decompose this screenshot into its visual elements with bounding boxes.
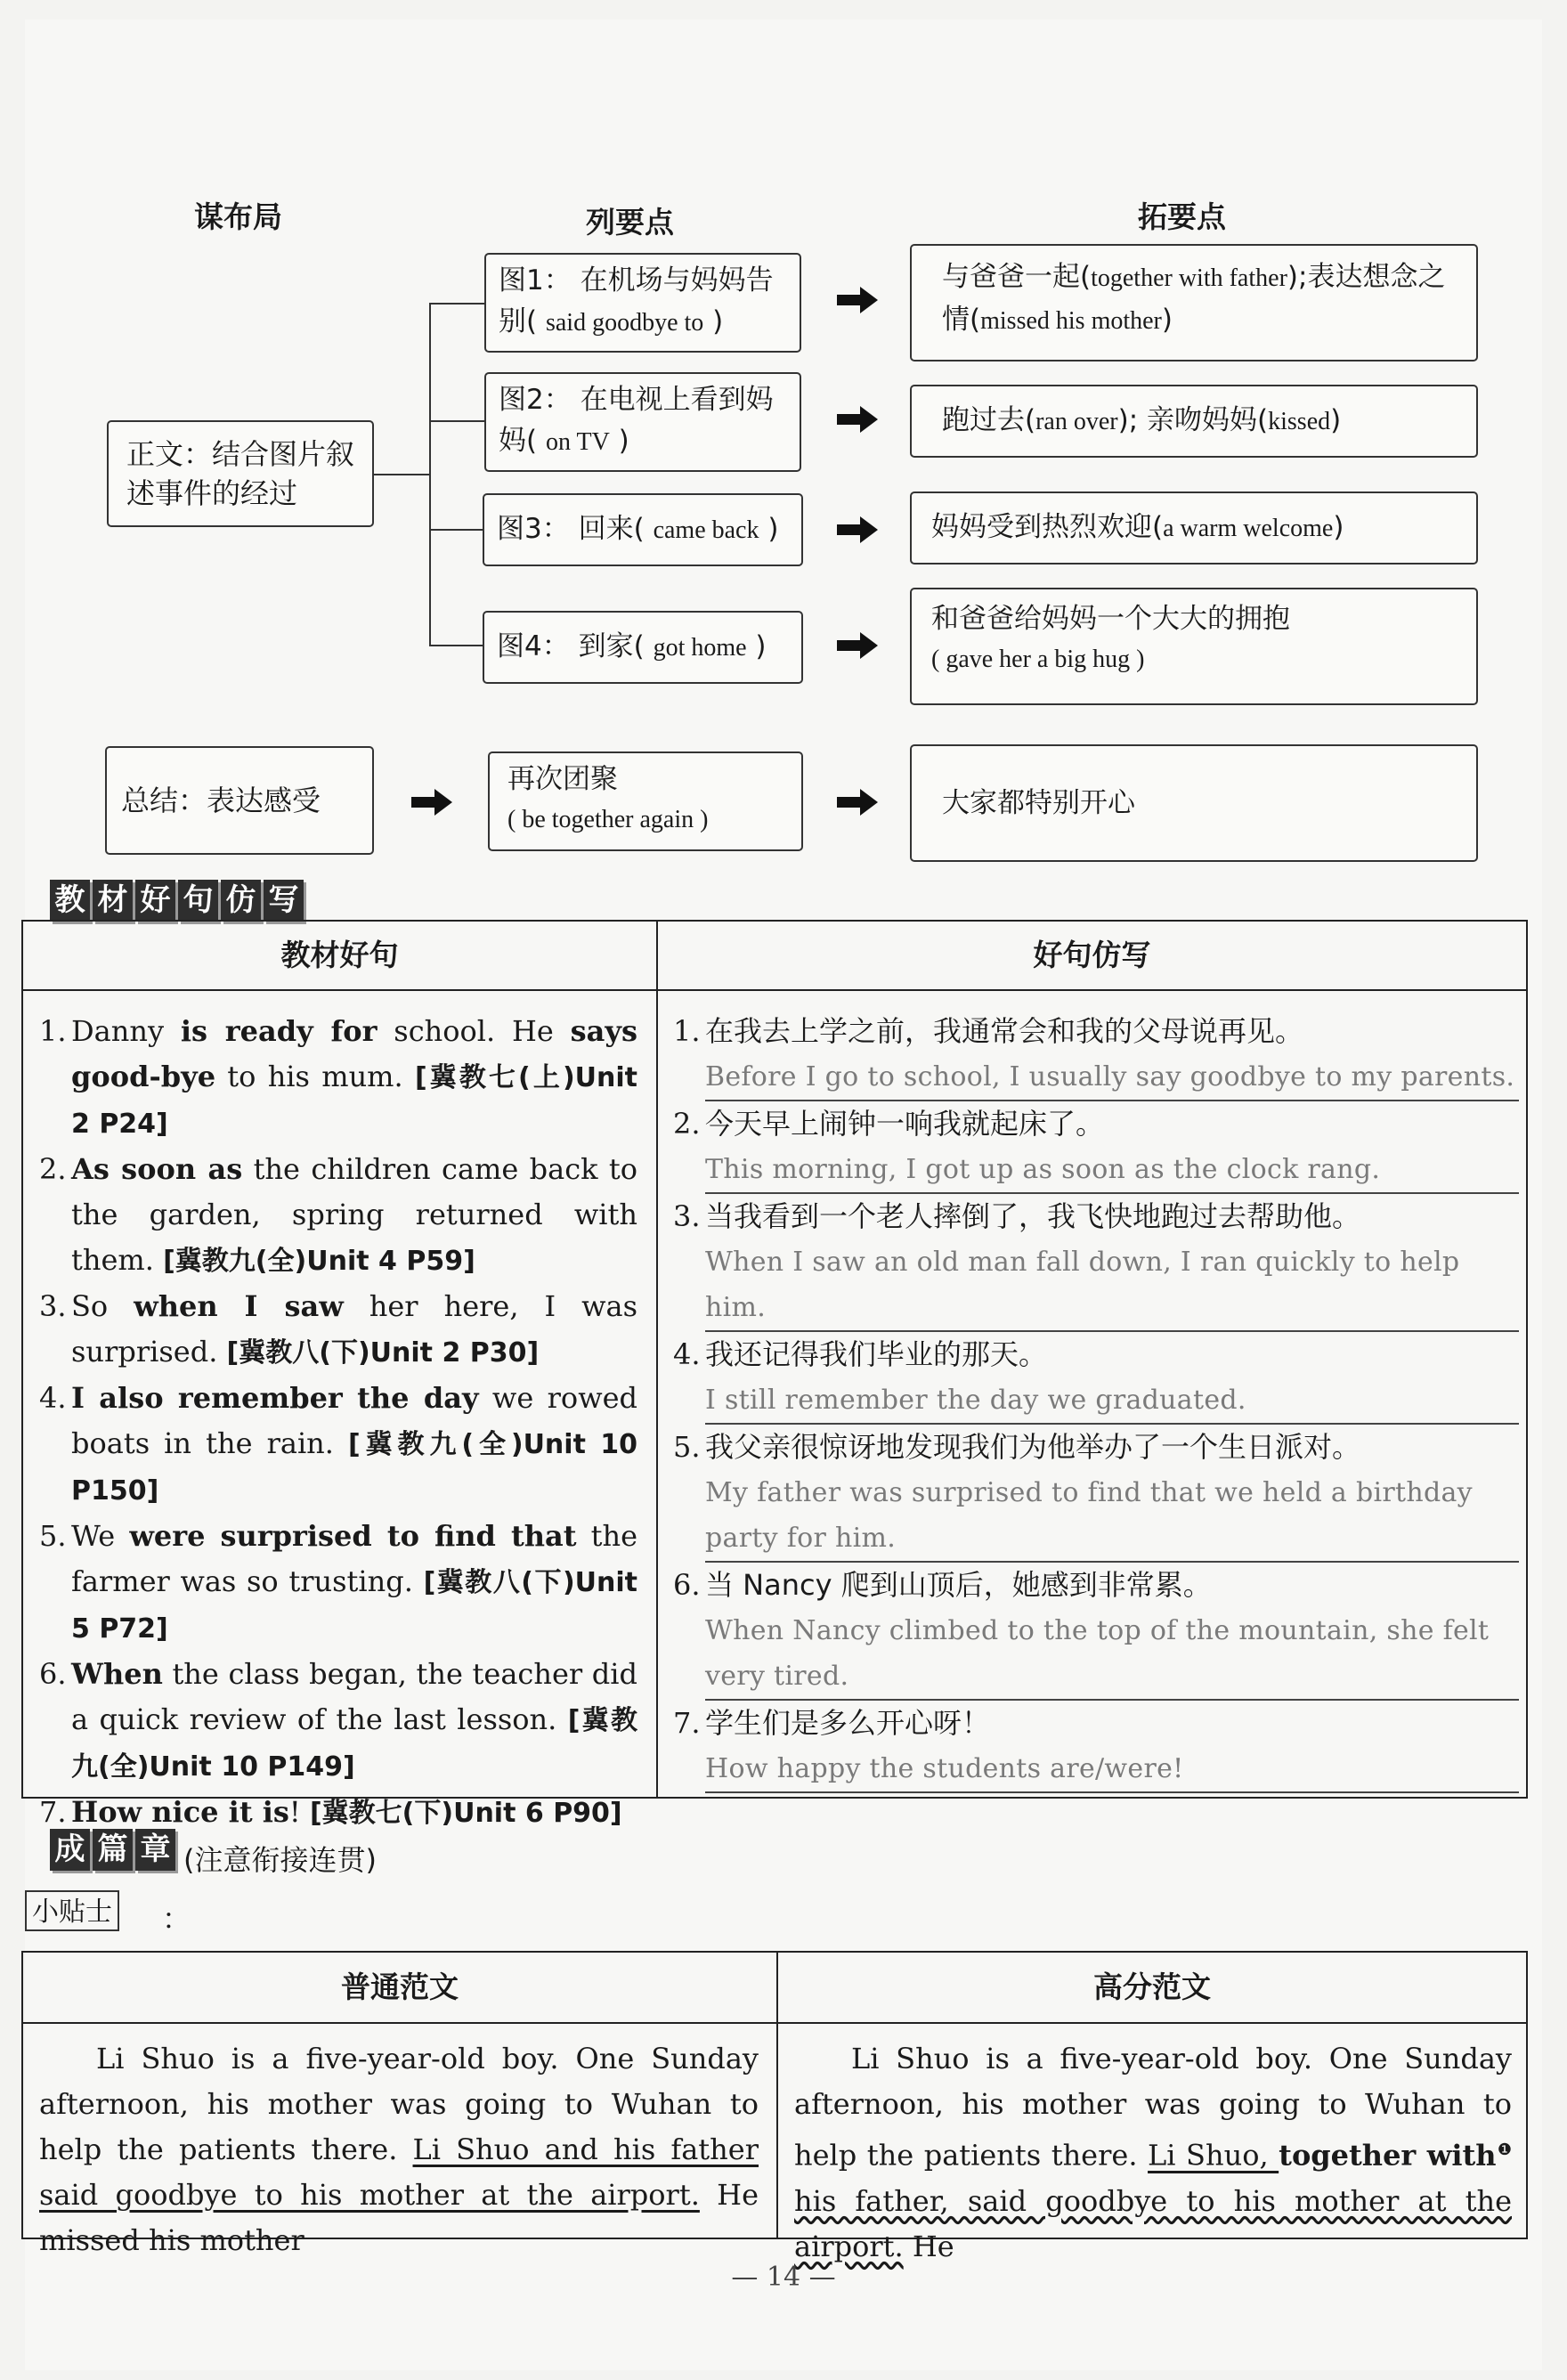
item-zh: 我父亲很惊讶地发现我们为他举办了一个生日派对。 <box>705 1430 1361 1464</box>
point-en-4: got home <box>653 634 747 662</box>
point-zh-3: 回来( <box>578 513 645 545</box>
item-answer: I still remember the day we graduated. <box>705 1377 1519 1425</box>
list-item <box>673 1332 1519 1425</box>
column-header-textbook: 教材好句 <box>23 922 656 991</box>
item-number: 4. <box>673 1337 701 1371</box>
item-answer: My father was surprised to find that we held a birthday party for him. <box>705 1470 1519 1563</box>
item-answer: When I saw an old man fall down, I ran quickly to help him. <box>705 1239 1519 1332</box>
arrow-icon <box>837 287 878 313</box>
key-phrase: I also remember the day <box>71 1381 479 1415</box>
expansion-zh-3: 妈妈受到热烈欢迎( <box>931 511 1164 543</box>
key-phrase: says good-bye <box>71 1014 637 1093</box>
sentence-text: the class began, the teacher did a quick review of the last lesson. <box>71 1657 637 1736</box>
item-number: 5. <box>673 1430 701 1464</box>
list-item <box>39 1514 637 1652</box>
header-points: 列要点 <box>586 205 674 240</box>
banner-char: 章 <box>135 1829 175 1871</box>
point-tail-4: ) <box>755 630 767 662</box>
point-box-1 <box>484 253 801 353</box>
list-item <box>39 1284 637 1376</box>
banner-char: 好 <box>135 880 175 922</box>
sentence-text: to his mum. <box>215 1060 415 1093</box>
key-phrase: when I saw <box>134 1289 344 1323</box>
expansion-mid-2: ); 亲吻妈妈( <box>1117 404 1269 436</box>
item-number: 1. <box>673 1014 701 1048</box>
page-number: — 14 — <box>731 2262 836 2293</box>
column-divider <box>656 922 658 1797</box>
item-answer: Before I go to school, I usually say goodbye to my parents. <box>705 1054 1519 1101</box>
sentence-text: We <box>71 1519 130 1553</box>
expansion-en-2: ran over <box>1035 408 1118 435</box>
point-box-2 <box>484 372 801 472</box>
item-number: 3. <box>39 1289 67 1323</box>
list-item <box>39 1376 637 1514</box>
point-en-2: on TV <box>545 428 610 456</box>
key-phrase: As soon as <box>71 1152 243 1186</box>
connector-h-main <box>374 474 429 475</box>
textbook-reference: [冀教九(全)Unit 10 P150] <box>71 1429 638 1507</box>
list-item <box>39 1009 637 1147</box>
expansion-box-4 <box>910 588 1478 705</box>
point-label-2: 图2： <box>499 384 572 416</box>
item-zh: 当我看到一个老人摔倒了，我飞快地跑过去帮助他。 <box>705 1199 1361 1233</box>
item-answer: How happy the students are/were! <box>705 1746 1519 1793</box>
list-item <box>673 1701 1519 1793</box>
banner-char: 写 <box>264 880 304 922</box>
expansion-mid-3: ) <box>1333 511 1344 543</box>
sentence-table <box>21 920 1528 1829</box>
column-header-high: 高分范文 <box>778 1953 1526 2024</box>
sentence-text: Danny <box>71 1014 181 1048</box>
list-item <box>673 1009 1519 1101</box>
item-zh: 我还记得我们毕业的那天。 <box>705 1337 1048 1371</box>
tip-label: 小贴士 <box>32 1897 112 1928</box>
item-number: 6. <box>39 1657 67 1691</box>
summary-point-zh: 再次团聚 <box>507 763 618 795</box>
sentence-text: ! <box>288 1795 310 1829</box>
item-number: 4. <box>39 1381 67 1415</box>
sentence-text: we rowed boats in the rain. <box>71 1381 637 1460</box>
key-phrase: is ready for <box>180 1014 378 1048</box>
arrow-icon <box>837 516 878 543</box>
point-tail-2: ) <box>618 425 629 457</box>
list-item <box>673 1194 1519 1332</box>
arrow-icon <box>837 632 878 659</box>
point-zh-4: 到家( <box>578 630 645 662</box>
textbook-reference: [冀教七(上)Unit 2 P24] <box>71 1062 637 1140</box>
connector-h4 <box>429 645 483 646</box>
sentence-text: So <box>71 1289 134 1323</box>
item-zh: 当 Nancy 爬到山顶后，她感到非常累。 <box>705 1568 1212 1602</box>
expansion-en-4: ( gave her a big hug ) <box>931 646 1145 673</box>
column-header-normal: 普通范文 <box>23 1953 776 2024</box>
expansion-tail-2: ) <box>1330 404 1342 436</box>
textbook-reference: [冀教七(下)Unit 6 P90] <box>309 1798 622 1829</box>
expansion-box-2 <box>910 385 1478 458</box>
item-zh: 今天早上闹钟一响我就起床了。 <box>705 1107 1105 1141</box>
banner-char: 教 <box>50 880 90 922</box>
essay-normal-text: Li Shuo is a five-year-old boy. One Sunday afternoon, his mother was going to Wuhan to help the patients there. <box>39 2042 759 2166</box>
expansion-en2-1: missed his mother <box>980 307 1162 335</box>
key-phrase: were surprised to find that <box>129 1519 577 1553</box>
item-number: 2. <box>39 1152 67 1186</box>
header-layout: 谋布局 <box>194 199 282 234</box>
point-label-4: 图4： <box>497 630 570 662</box>
main-body-label: 正文：结合图片叙述事件的经过 <box>126 437 355 510</box>
arrow-icon <box>411 789 452 816</box>
summary-expansion-box <box>910 744 1478 862</box>
essay-high-text: Li Shuo is a five-year-old boy. One Sunday afternoon, his mother was going to Wuhan to help the patients there. <box>794 2042 1512 2173</box>
list-item <box>39 1652 637 1790</box>
list-item <box>673 1563 1519 1701</box>
key-phrase: When <box>71 1657 163 1691</box>
expansion-zh-2: 跑过去( <box>942 404 1036 436</box>
banner-char: 成 <box>50 1829 90 1871</box>
textbook-reference: [冀教八(下)Unit 5 P72] <box>71 1567 637 1645</box>
essay-normal <box>39 2036 759 2263</box>
summary-label: 总结：表达感受 <box>121 784 321 817</box>
sentence-text: her here, I was surprised. <box>71 1289 638 1369</box>
item-number: 2. <box>673 1107 701 1141</box>
textbook-sentence-list <box>39 1009 637 1836</box>
tip-colon: ： <box>162 1902 191 1936</box>
arrow-icon <box>837 789 878 816</box>
item-answer: This morning, I got up as soon as the clock rang. <box>705 1147 1519 1194</box>
connector-h1 <box>429 303 484 305</box>
essay-normal-underlined: Li Shuo and his father said goodbye to his mother at the airport. <box>39 2132 759 2212</box>
connector-h2 <box>429 420 484 422</box>
list-item <box>39 1147 637 1284</box>
footnote-marker: ❶ <box>1496 2140 1513 2159</box>
point-en-3: came back <box>653 516 759 544</box>
expansion-en-3: a warm welcome <box>1163 515 1334 542</box>
item-number: 5. <box>39 1519 67 1553</box>
point-label-3: 图3： <box>497 513 570 545</box>
summary-point-en: ( be together again ) <box>507 806 709 833</box>
essay-high-wavy: his father, said goodbye to his mother at the airport. <box>794 2183 1512 2263</box>
item-number: 6. <box>673 1568 701 1602</box>
list-item <box>673 1101 1519 1194</box>
column-divider <box>776 1953 778 2238</box>
textbook-reference: [冀教九(全)Unit 10 P149] <box>71 1705 638 1783</box>
essay-table <box>21 1951 1528 2263</box>
column-header-imitation: 好句仿写 <box>658 922 1526 991</box>
summary-expansion-text: 大家都特别开心 <box>942 787 1135 819</box>
item-number: 3. <box>673 1199 701 1233</box>
item-number: 7. <box>39 1795 67 1829</box>
expansion-zh-4: 和爸爸给妈妈一个大大的拥抱 <box>931 603 1290 635</box>
item-zh: 学生们是多么开心呀！ <box>705 1706 991 1740</box>
expansion-tail-1: ) <box>1161 304 1173 336</box>
point-zh-2: 在电视上看到妈妈( <box>499 384 774 457</box>
point-tail-3: ) <box>767 513 779 545</box>
essay-normal-text-end: He missed his mother <box>39 2178 759 2257</box>
point-box-3 <box>483 493 803 566</box>
tip-label-box <box>25 1890 119 1931</box>
connector-v <box>429 303 431 645</box>
banner-char: 句 <box>178 880 218 922</box>
item-answer: When Nancy climbed to the top of the mountain, she felt very tired. <box>705 1608 1519 1701</box>
banner-char: 材 <box>93 880 133 922</box>
point-label-1: 图1： <box>499 264 572 296</box>
expansion-en2-2: kissed <box>1268 408 1331 435</box>
connector-h3 <box>429 529 483 531</box>
point-box-4 <box>483 611 803 684</box>
essay-high-text-end: He <box>903 2229 954 2263</box>
expansion-en-1: together with father <box>1091 264 1287 292</box>
banner-char: 篇 <box>93 1829 133 1871</box>
expansion-zh-1: 与爸爸一起( <box>942 261 1092 293</box>
sentence-text: the children came back to the garden, spring returned with them. <box>71 1152 638 1277</box>
expansion-box-3 <box>910 491 1478 565</box>
point-tail-1: ) <box>712 305 724 337</box>
item-number: 7. <box>673 1706 701 1740</box>
key-phrase: How nice it is <box>71 1795 289 1829</box>
item-number: 1. <box>39 1014 67 1048</box>
essay-high-underlined: Li Shuo, <box>1148 2138 1279 2173</box>
sentence-text: school. He <box>377 1014 571 1048</box>
header-expansion: 拓要点 <box>1138 199 1226 234</box>
summary-box <box>105 746 374 855</box>
arrow-icon <box>837 406 878 433</box>
point-en-1: said goodbye to <box>545 309 704 337</box>
section-note: (注意衔接连贯) <box>183 1843 377 1877</box>
main-body-box <box>107 420 374 527</box>
textbook-reference: [冀教八(下)Unit 2 P30] <box>226 1337 540 1369</box>
section-banner-essay <box>50 1829 175 1871</box>
essay-high <box>794 2036 1512 2270</box>
list-item <box>673 1425 1519 1563</box>
imitation-list <box>673 1009 1519 1793</box>
section-banner-sentences <box>50 880 304 922</box>
point-zh-1: 在机场与妈妈告别( <box>499 264 774 337</box>
item-zh: 在我去上学之前，我通常会和我的父母说再见。 <box>705 1014 1304 1048</box>
expansion-box-1 <box>910 244 1478 361</box>
expansion-mid-1: );表达想念之情( <box>942 261 1446 336</box>
sentence-text: the farmer was so trusting. <box>71 1519 638 1598</box>
textbook-reference: [冀教九(全)Unit 4 P59] <box>163 1246 475 1277</box>
summary-point-box <box>488 751 803 851</box>
essay-high-bold: together with <box>1279 2138 1497 2173</box>
banner-char: 仿 <box>221 880 261 922</box>
